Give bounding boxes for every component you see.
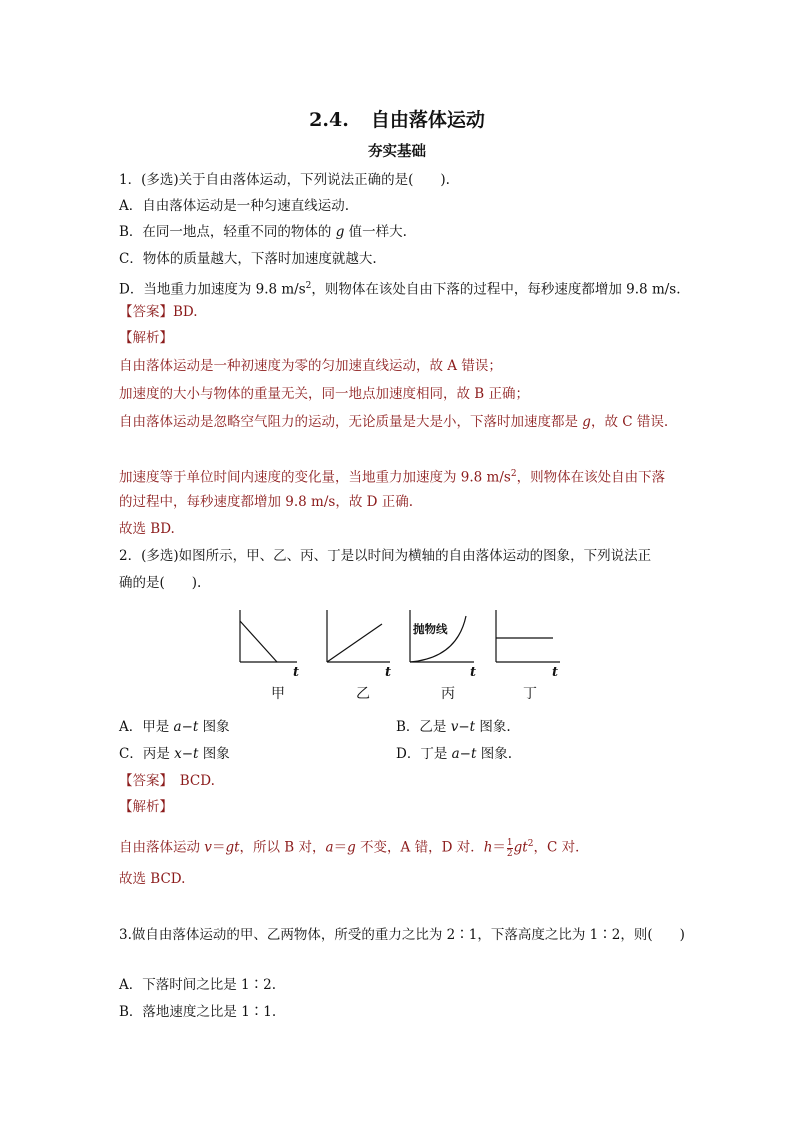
q2-option-c: C．丙是 x−t 图象 bbox=[119, 746, 230, 762]
graph-jia bbox=[240, 610, 297, 662]
q1-analysis-label: 【解析】 bbox=[119, 330, 173, 346]
q3-stem: 3.做自由落体运动的甲、乙两物体，所受的重力之比为 2∶1，下落高度之比为 1∶2，则( ) bbox=[119, 927, 685, 943]
q1-option-a: A．自由落体运动是一种匀速直线运动. bbox=[119, 198, 350, 214]
q2-explanation: 自由落体运动 v＝gt，所以 B 对，a＝g 不变，A 错，D 对．h＝ $\frac{1}{2}$ $gt^2$，C 对． bbox=[119, 837, 589, 859]
q2-option-b: B．乙是 v−t 图象. bbox=[396, 719, 511, 735]
q2-option-a: A．甲是 a−t 图象 bbox=[119, 719, 230, 735]
q2-analysis-label: 【解析】 bbox=[119, 799, 173, 815]
q1-option-c: C．物体的质量越大，下落时加速度就越大. bbox=[119, 251, 377, 267]
section-title bbox=[0, 105, 794, 132]
section-title-text: 自由落体运动 bbox=[370, 109, 485, 131]
graph-ding-axis-label: t bbox=[552, 665, 559, 680]
q1-explanation-5: 的过程中，每秒速度都增加 9.8 m/s，故 D 正确. bbox=[119, 494, 414, 510]
q1-option-d: D．当地重力加速度为 9.8 $m/s^2$，则物体在该处自由下落的过程中，每秒速度都增加 9.8 m/s. bbox=[119, 281, 681, 298]
q1-answer: 【答案】BD. bbox=[119, 304, 198, 320]
q1-option-b: B．在同一地点，轻重不同的物体的 g 值一样大. bbox=[119, 224, 407, 240]
graph-caption-bing: 丙 bbox=[441, 686, 455, 702]
q1-explanation-2: 加速度的大小与物体的重量无关，同一地点加速度相同，故 B 正确； bbox=[119, 386, 530, 402]
q1-stem: 1．(多选)关于自由落体运动，下列说法正确的是( ). bbox=[119, 172, 450, 188]
graph-caption-jia: 甲 bbox=[271, 686, 285, 702]
q1-conclusion: 故选 BD. bbox=[119, 521, 175, 537]
section-number: 2.4. bbox=[309, 109, 349, 131]
section-subtitle: 夯实基础 bbox=[368, 143, 426, 160]
q2-conclusion: 故选 BCD. bbox=[119, 871, 186, 887]
graph-bing-parabola-label: 抛物线 bbox=[413, 622, 448, 636]
q2-stem-line2: 确的是( ). bbox=[119, 575, 202, 591]
fraction-one-half: $\frac{1}{2}$ bbox=[506, 837, 513, 859]
graph-caption-yi: 乙 bbox=[356, 686, 370, 702]
q3-option-a: A．下落时间之比是 1∶2. bbox=[119, 977, 277, 993]
graph-bing bbox=[410, 610, 474, 662]
q1-explanation-4: 加速度等于单位时间内速度的变化量，当地重力加速度为 9.8 $m/s^2$，则物体在该处自由下落 bbox=[119, 469, 666, 486]
q1-explanation-1: 自由落体运动是一种初速度为零的匀加速直线运动，故 A 错误； bbox=[119, 358, 502, 374]
q2-answer: 【答案】 BCD. bbox=[119, 773, 215, 789]
graph-caption-ding: 丁 bbox=[523, 686, 537, 702]
graph-ding bbox=[496, 610, 560, 662]
graph-yi bbox=[327, 610, 390, 662]
graph-jia-axis-label: t bbox=[293, 665, 300, 680]
q2-option-d: D．丁是 a−t 图象. bbox=[396, 746, 513, 762]
graph-yi-axis-label: t bbox=[385, 665, 392, 680]
q1-explanation-3: 自由落体运动是忽略空气阻力的运动，无论质量是大是小，下落时加速度都是 g，故 C 错误. bbox=[119, 414, 669, 430]
q3-option-b: B．落地速度之比是 1∶1. bbox=[119, 1004, 277, 1020]
q2-stem-line1: 2．(多选)如图所示，甲、乙、丙、丁是以时间为横轴的自由落体运动的图象，下列说法正 bbox=[119, 548, 652, 564]
graph-bing-axis-label: t bbox=[470, 665, 477, 680]
